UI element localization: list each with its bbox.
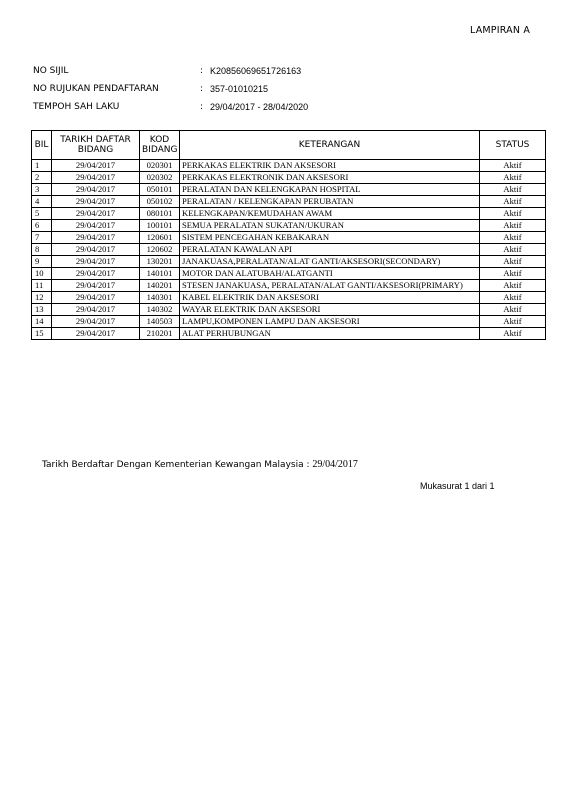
cell-bil: 6 xyxy=(32,220,52,232)
table-row xyxy=(32,328,546,340)
cell-tarikh: 29/04/2017 xyxy=(52,316,140,328)
cell-status: Aktif xyxy=(480,184,546,196)
header-status: STATUS xyxy=(480,131,546,160)
cell-keterangan: STESEN JANAKUASA, PERALATAN/ALAT GANTI/AKSESORI(PRIMARY) xyxy=(180,280,480,292)
registration-date-line xyxy=(42,459,358,470)
cell-status: Aktif xyxy=(480,172,546,184)
cell-tarikh: 29/04/2017 xyxy=(52,184,140,196)
cell-status: Aktif xyxy=(480,232,546,244)
table-row xyxy=(32,160,546,172)
header-kod-line2: BIDANG xyxy=(142,145,178,155)
cell-keterangan: PERALATAN / KELENGKAPAN PERUBATAN xyxy=(180,196,480,208)
cell-kod: 050101 xyxy=(140,184,180,196)
cell-bil: 8 xyxy=(32,244,52,256)
cell-keterangan: LAMPU,KOMPONEN LAMPU DAN AKSESORI xyxy=(180,316,480,328)
cell-kod: 050102 xyxy=(140,196,180,208)
table-header-row xyxy=(32,131,546,160)
table-body xyxy=(32,160,546,340)
cell-keterangan: MOTOR DAN ALATUBAH/ALATGANTI xyxy=(180,268,480,280)
cell-bil: 11 xyxy=(32,280,52,292)
cell-tarikh: 29/04/2017 xyxy=(52,268,140,280)
cell-kod: 140302 xyxy=(140,304,180,316)
cell-status: Aktif xyxy=(480,328,546,340)
cell-bil: 2 xyxy=(32,172,52,184)
cell-kod: 140301 xyxy=(140,292,180,304)
cell-kod: 210201 xyxy=(140,328,180,340)
no-sijil-value: K20856069651726163 xyxy=(210,66,302,76)
cell-bil: 7 xyxy=(32,232,52,244)
cell-kod: 080101 xyxy=(140,208,180,220)
cell-kod: 120602 xyxy=(140,244,180,256)
cell-status: Aktif xyxy=(480,280,546,292)
table-row xyxy=(32,172,546,184)
cell-bil: 9 xyxy=(32,256,52,268)
header-kod-line1: KOD xyxy=(149,135,170,145)
cell-bil: 10 xyxy=(32,268,52,280)
cell-kod: 130201 xyxy=(140,256,180,268)
header-tarikh xyxy=(52,131,140,160)
tempoh-value: 29/04/2017 - 28/04/2020 xyxy=(210,102,309,112)
header-keterangan: KETERANGAN xyxy=(180,131,480,160)
table-row xyxy=(32,256,546,268)
registration-date-label: Tarikh Berdaftar Dengan Kementerian Kewangan Malaysia : xyxy=(42,460,310,470)
cell-tarikh: 29/04/2017 xyxy=(52,172,140,184)
table-row xyxy=(32,208,546,220)
cell-status: Aktif xyxy=(480,316,546,328)
cell-kod: 020302 xyxy=(140,172,180,184)
registration-date-value: 29/04/2017 xyxy=(312,459,358,470)
cell-keterangan: JANAKUASA,PERALATAN/ALAT GANTI/AKSESORI(SECONDARY) xyxy=(180,256,480,268)
cell-status: Aktif xyxy=(480,160,546,172)
header-bil: BIL xyxy=(32,131,52,160)
cell-tarikh: 29/04/2017 xyxy=(52,208,140,220)
table-row xyxy=(32,232,546,244)
tempoh-label: TEMPOH SAH LAKU xyxy=(33,102,120,112)
cell-tarikh: 29/04/2017 xyxy=(52,244,140,256)
table-row xyxy=(32,304,546,316)
cell-keterangan: PERALATAN KAWALAN API xyxy=(180,244,480,256)
cell-bil: 15 xyxy=(32,328,52,340)
cell-tarikh: 29/04/2017 xyxy=(52,280,140,292)
cell-keterangan: ALAT PERHUBUNGAN xyxy=(180,328,480,340)
cell-status: Aktif xyxy=(480,256,546,268)
cell-status: Aktif xyxy=(480,244,546,256)
cell-tarikh: 29/04/2017 xyxy=(52,220,140,232)
cell-keterangan: WAYAR ELEKTRIK DAN AKSESORI xyxy=(180,304,480,316)
page-number: Mukasurat 1 dari 1 xyxy=(420,481,495,491)
cell-kod: 140101 xyxy=(140,268,180,280)
header-tarikh-line2: BIDANG xyxy=(77,145,114,155)
table-row xyxy=(32,280,546,292)
cell-keterangan: SEMUA PERALATAN SUKATAN/UKURAN xyxy=(180,220,480,232)
cell-tarikh: 29/04/2017 xyxy=(52,160,140,172)
cell-bil: 1 xyxy=(32,160,52,172)
cell-bil: 4 xyxy=(32,196,52,208)
no-rujukan-value: 357-01010215 xyxy=(210,84,269,94)
table-row xyxy=(32,244,546,256)
cell-kod: 020301 xyxy=(140,160,180,172)
cell-bil: 13 xyxy=(32,304,52,316)
cell-tarikh: 29/04/2017 xyxy=(52,304,140,316)
tempoh-colon: : xyxy=(200,102,204,112)
header-tarikh-line1: TARIKH DAFTAR xyxy=(60,135,131,145)
cell-kod: 120601 xyxy=(140,232,180,244)
cell-bil: 12 xyxy=(32,292,52,304)
cell-tarikh: 29/04/2017 xyxy=(52,256,140,268)
table-row xyxy=(32,292,546,304)
table-row xyxy=(32,268,546,280)
table-row xyxy=(32,196,546,208)
table-row xyxy=(32,184,546,196)
cell-bil: 5 xyxy=(32,208,52,220)
cell-status: Aktif xyxy=(480,268,546,280)
no-rujukan-label: NO RUJUKAN PENDAFTARAN xyxy=(33,84,159,94)
no-sijil-label: NO SIJIL xyxy=(33,66,69,76)
cell-keterangan: SISTEM PENCEGAHAN KEBAKARAN xyxy=(180,232,480,244)
cell-tarikh: 29/04/2017 xyxy=(52,292,140,304)
cell-tarikh: 29/04/2017 xyxy=(52,196,140,208)
no-sijil-colon: : xyxy=(200,66,204,76)
cell-keterangan: PERALATAN DAN KELENGKAPAN HOSPITAL xyxy=(180,184,480,196)
cell-keterangan: KELENGKAPAN/KEMUDAHAN AWAM xyxy=(180,208,480,220)
cell-tarikh: 29/04/2017 xyxy=(52,232,140,244)
cell-kod: 100101 xyxy=(140,220,180,232)
cell-status: Aktif xyxy=(480,220,546,232)
cell-keterangan: KABEL ELEKTRIK DAN AKSESORI xyxy=(180,292,480,304)
cell-bil: 14 xyxy=(32,316,52,328)
cell-bil: 3 xyxy=(32,184,52,196)
cell-keterangan: PERKAKAS ELEKTRONIK DAN AKSESORI xyxy=(180,172,480,184)
header-kod xyxy=(140,131,180,160)
cell-status: Aktif xyxy=(480,196,546,208)
cell-status: Aktif xyxy=(480,292,546,304)
cell-tarikh: 29/04/2017 xyxy=(52,328,140,340)
cell-keterangan: PERKAKAS ELEKTRIK DAN AKSESORI xyxy=(180,160,480,172)
no-rujukan-colon: : xyxy=(200,84,204,94)
cell-status: Aktif xyxy=(480,208,546,220)
cell-kod: 140201 xyxy=(140,280,180,292)
table-row xyxy=(32,316,546,328)
cell-status: Aktif xyxy=(480,304,546,316)
cell-kod: 140503 xyxy=(140,316,180,328)
bidang-table xyxy=(31,130,546,340)
lampiran-label: LAMPIRAN A xyxy=(470,25,531,36)
table-row xyxy=(32,220,546,232)
